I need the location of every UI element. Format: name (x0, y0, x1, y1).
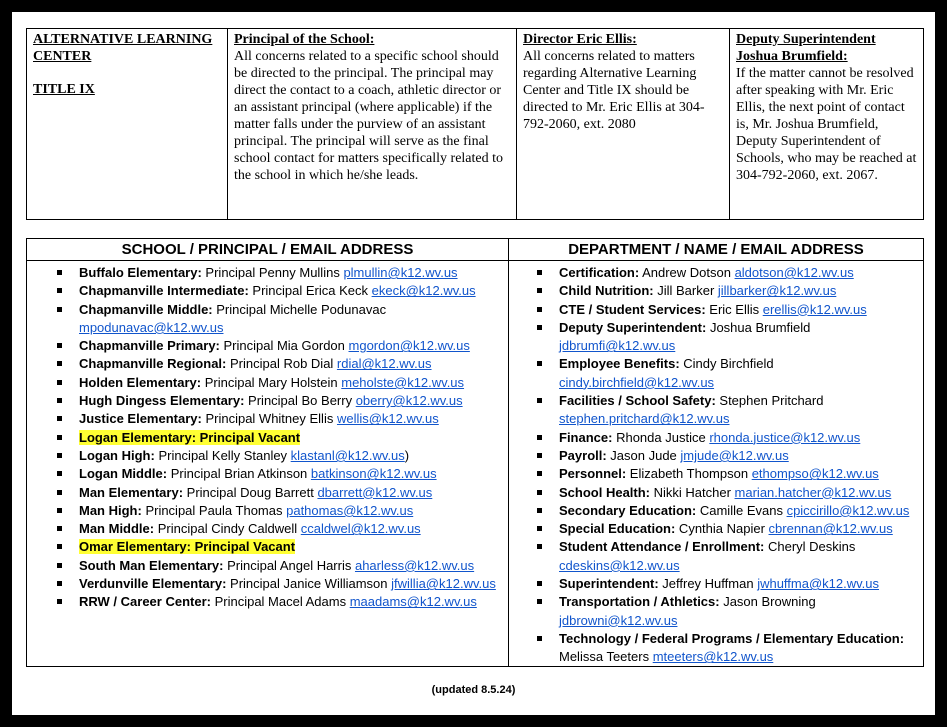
dept-label: Secondary Education: (559, 502, 697, 518)
school-item (27, 429, 508, 447)
school-item (27, 301, 508, 338)
alc-heading: ALTERNATIVE LEARNING CENTER (33, 32, 213, 64)
school-item (27, 410, 508, 428)
school-contact-name: Principal Kelly Stanley (154, 447, 291, 463)
bullet-icon (537, 526, 542, 531)
bullet-icon (537, 471, 542, 476)
school-contact-name: Principal Rob Dial (226, 356, 337, 372)
bullet-icon (57, 490, 62, 495)
email-link[interactable]: erellis@k12.wv.us (762, 301, 867, 317)
email-link[interactable]: aldotson@k12.wv.us (734, 265, 854, 280)
school-item (27, 447, 508, 465)
email-link[interactable]: batkinson@k12.wv.us (310, 466, 437, 482)
school-label: Chapmanville Primary: (79, 338, 220, 354)
bullet-icon (57, 435, 62, 440)
dept-contact-name: Elizabeth Thompson (626, 466, 752, 482)
bullet-icon (537, 325, 542, 330)
dept-label: Child Nutrition: (559, 283, 654, 299)
bullet-icon (537, 270, 542, 275)
school-item (27, 557, 508, 575)
school-contact-name: Principal Cindy Caldwell (154, 521, 301, 537)
bullet-icon (57, 398, 62, 403)
trailing-text: ) (404, 447, 410, 463)
bullet-icon (57, 599, 62, 604)
dept-contact-name: Melissa Teeters (559, 649, 653, 665)
dept-contact-name: Andrew Dotson (639, 265, 735, 280)
bullet-icon (57, 508, 62, 513)
school-label: Man High: (79, 502, 142, 518)
updated-note: (updated 8.5.24) (431, 684, 516, 696)
dept-item (509, 447, 923, 465)
school-label: Man Middle: (79, 521, 155, 537)
dept-label: Facilities / School Safety: (559, 393, 716, 409)
school-label: Holden Elementary: (79, 374, 202, 390)
directory-table (26, 238, 924, 667)
dept-item (509, 392, 923, 429)
school-list (27, 261, 508, 612)
school-item (27, 520, 508, 538)
email-link[interactable]: jillbarker@k12.wv.us (717, 283, 837, 299)
dept-contact-name: Camille Evans (696, 502, 787, 518)
dept-label: Special Education: (559, 521, 676, 537)
bullet-icon (57, 380, 62, 385)
dept-label: Personnel: (559, 466, 627, 482)
email-link[interactable]: cdeskins@k12.wv.us (559, 557, 680, 573)
email-link[interactable]: aharless@k12.wv.us (354, 557, 475, 573)
school-item (27, 282, 508, 300)
bullet-icon (537, 544, 542, 549)
school-item (27, 355, 508, 373)
school-label: South Man Elementary: (79, 557, 224, 573)
schools-column (27, 239, 509, 666)
email-link[interactable]: ethompso@k12.wv.us (751, 466, 879, 482)
bullet-icon (57, 288, 62, 293)
document-page (12, 12, 935, 715)
email-link[interactable]: meholste@k12.wv.us (341, 374, 465, 390)
email-link[interactable]: mteeters@k12.wv.us (652, 649, 774, 665)
dept-item (509, 355, 923, 392)
email-link[interactable]: ekeck@k12.wv.us (371, 283, 476, 299)
contact-hierarchy-table (26, 28, 924, 220)
dept-contact-name: Cheryl Deskins (764, 539, 856, 555)
dept-contact-name: Joshua Brumfield (706, 319, 811, 335)
school-item (27, 484, 508, 502)
email-link[interactable]: jmjude@k12.wv.us (680, 447, 789, 463)
dept-item (509, 465, 923, 483)
bullet-icon (57, 343, 62, 348)
email-link[interactable]: jwhuffma@k12.wv.us (757, 576, 880, 592)
school-contact-name: Principal Janice Williamson (226, 576, 392, 592)
bullet-icon (537, 307, 542, 312)
dept-contact-name: Eric Ellis (705, 301, 763, 317)
dept-label: Deputy Superintendent: (559, 319, 707, 335)
bullet-icon (57, 307, 62, 312)
email-link[interactable]: jfwillia@k12.wv.us (391, 576, 496, 592)
school-item (27, 264, 508, 282)
school-contact-name: Principal Whitney Ellis (201, 411, 337, 427)
deputy-heading: Deputy Superintendent Joshua Brumfield: (736, 32, 876, 64)
school-label: Hugh Dingess Elementary: (79, 393, 245, 409)
bullet-icon (537, 490, 542, 495)
dept-contact-name: Cindy Birchfield (679, 356, 774, 372)
director-heading: Director Eric Ellis: (523, 32, 637, 47)
school-contact-name: Principal Macel Adams (210, 594, 350, 610)
dept-item (509, 520, 923, 538)
school-label: Man Elementary: (79, 484, 184, 500)
school-label-vacant: Logan Elementary: Principal Vacant (79, 429, 301, 445)
bullet-icon (537, 453, 542, 458)
director-body: All concerns related to matters regarding Alternative Learning Center and Title IX should be directed to Mr. Eric Ellis at 304-792-2060, ext. 2080 (523, 49, 705, 132)
department-list (509, 261, 923, 667)
school-contact-name: Principal Paula Thomas (141, 502, 287, 518)
bullet-icon (57, 471, 62, 476)
school-label: Justice Elementary: (79, 411, 202, 427)
dept-item (509, 282, 923, 300)
dept-item (509, 630, 923, 667)
email-link[interactable]: rhonda.justice@k12.wv.us (709, 429, 861, 445)
school-label: RRW / Career Center: (79, 594, 211, 610)
alc-title-ix-cell (27, 29, 228, 219)
school-label: Buffalo Elementary: (79, 265, 202, 280)
dept-label: CTE / Student Services: (559, 301, 706, 317)
bullet-icon (57, 581, 62, 586)
school-label-vacant: Omar Elementary: Principal Vacant (79, 539, 296, 555)
school-item (27, 593, 508, 611)
deputy-body: If the matter cannot be resolved after speaking with Mr. Eric Ellis, the next point of contact is, Mr. Joshua Brumfield, Deputy Superintendent of Schools, who may be reached at 304-792-2060, ext. 2067. (736, 66, 917, 183)
school-item (27, 502, 508, 520)
email-link[interactable]: jdbrumfi@k12.wv.us (559, 338, 676, 354)
dept-item (509, 575, 923, 593)
school-item (27, 465, 508, 483)
email-link[interactable]: mpodunavac@k12.wv.us (79, 319, 224, 335)
schools-header: SCHOOL / PRINCIPAL / EMAIL ADDRESS (27, 239, 508, 261)
school-contact-name: Principal Michelle Podunavac (212, 301, 387, 317)
dept-label: Employee Benefits: (559, 356, 680, 372)
bullet-icon (537, 288, 542, 293)
dept-item (509, 538, 923, 575)
dept-contact-name: Jill Barker (653, 283, 718, 299)
school-contact-name: Principal Angel Harris (223, 557, 355, 573)
email-link[interactable]: maadams@k12.wv.us (349, 594, 477, 610)
email-link[interactable]: klastanl@k12.wv.us (290, 447, 405, 463)
bullet-icon (57, 416, 62, 421)
school-contact-name: Principal Doug Barrett (183, 484, 318, 500)
bullet-icon (537, 599, 542, 604)
school-item (27, 374, 508, 392)
departments-column (509, 239, 923, 666)
dept-contact-name: Rhonda Justice (612, 429, 710, 445)
school-label: Chapmanville Regional: (79, 356, 227, 372)
dept-contact-name: Jeffrey Huffman (658, 576, 758, 592)
school-label: Chapmanville Intermediate: (79, 283, 249, 299)
dept-item (509, 593, 923, 630)
dept-label: Certification: (559, 265, 640, 280)
school-label: Chapmanville Middle: (79, 301, 213, 317)
email-link[interactable]: dbarrett@k12.wv.us (317, 484, 433, 500)
dept-item (509, 502, 923, 520)
bullet-icon (537, 581, 542, 586)
school-label: Logan Middle: (79, 466, 168, 482)
bullet-icon (537, 508, 542, 513)
bullet-icon (537, 361, 542, 366)
deputy-cell (730, 29, 923, 219)
dept-item (509, 429, 923, 447)
email-link[interactable]: mgordon@k12.wv.us (348, 338, 470, 354)
dept-contact-name: Stephen Pritchard (715, 393, 824, 409)
director-cell (517, 29, 730, 219)
school-label: Verdunville Elementary: (79, 576, 227, 592)
dept-label: Superintendent: (559, 576, 659, 592)
dept-contact-name: Cynthia Napier (675, 521, 769, 537)
dept-item (509, 319, 923, 356)
dept-contact-name: Jason Jude (606, 447, 681, 463)
dept-label: Finance: (559, 429, 613, 445)
principal-cell (228, 29, 517, 219)
dept-label: School Health: (559, 484, 651, 500)
school-item (27, 538, 508, 556)
bullet-icon (537, 398, 542, 403)
bullet-icon (57, 270, 62, 275)
dept-label: Payroll: (559, 447, 607, 463)
principal-heading: Principal of the School: (234, 32, 375, 47)
bullet-icon (57, 453, 62, 458)
email-link[interactable]: rdial@k12.wv.us (336, 356, 432, 372)
email-link[interactable]: ccaldwel@k12.wv.us (300, 521, 421, 537)
bullet-icon (57, 361, 62, 366)
school-item (27, 575, 508, 593)
email-link[interactable]: stephen.pritchard@k12.wv.us (559, 411, 730, 427)
school-item (27, 392, 508, 410)
dept-contact-name: Jason Browning (719, 594, 816, 610)
dept-label: Technology / Federal Programs / Elementary Education: (559, 630, 905, 646)
email-link[interactable]: wellis@k12.wv.us (336, 411, 439, 427)
email-link[interactable]: cbrennan@k12.wv.us (768, 521, 893, 537)
dept-label: Student Attendance / Enrollment: (559, 539, 765, 555)
school-contact-name: Principal Mary Holstein (201, 374, 342, 390)
email-link[interactable]: cindy.birchfield@k12.wv.us (559, 374, 715, 390)
school-contact-name: Principal Bo Berry (244, 393, 356, 409)
dept-contact-name: Nikki Hatcher (650, 484, 735, 500)
bullet-icon (537, 435, 542, 440)
email-link[interactable]: cpiccirillo@k12.wv.us (786, 502, 910, 518)
school-label: Logan High: (79, 447, 155, 463)
bullet-icon (57, 526, 62, 531)
school-contact-name: Principal Penny Mullins (201, 265, 344, 280)
departments-header: DEPARTMENT / NAME / EMAIL ADDRESS (509, 239, 923, 261)
principal-body: All concerns related to a specific school should be directed to the principal. The principal may direct the contact to a coach, athletic director or an assistant principal (where applicable) if the matter falls under the purview of an assistant principal. The principal will serve as the final school contact for matters specifically related to the school in which he/she leads. (234, 49, 504, 183)
school-contact-name: Principal Mia Gordon (219, 338, 349, 354)
email-link[interactable]: pathomas@k12.wv.us (286, 502, 414, 518)
dept-item (509, 484, 923, 502)
dept-item (509, 264, 923, 282)
bullet-icon (57, 563, 62, 568)
dept-label: Transportation / Athletics: (559, 594, 720, 610)
dept-item (509, 301, 923, 319)
school-contact-name: Principal Erica Keck (248, 283, 372, 299)
email-link[interactable]: marian.hatcher@k12.wv.us (734, 484, 892, 500)
bullet-icon (57, 544, 62, 549)
school-contact-name: Principal Brian Atkinson (167, 466, 311, 482)
email-link[interactable]: jdbrowni@k12.wv.us (559, 612, 678, 628)
title-ix-heading: TITLE IX (33, 82, 95, 97)
bullet-icon (537, 636, 542, 641)
email-link[interactable]: oberry@k12.wv.us (355, 393, 463, 409)
school-item (27, 337, 508, 355)
email-link[interactable]: plmullin@k12.wv.us (343, 265, 458, 280)
